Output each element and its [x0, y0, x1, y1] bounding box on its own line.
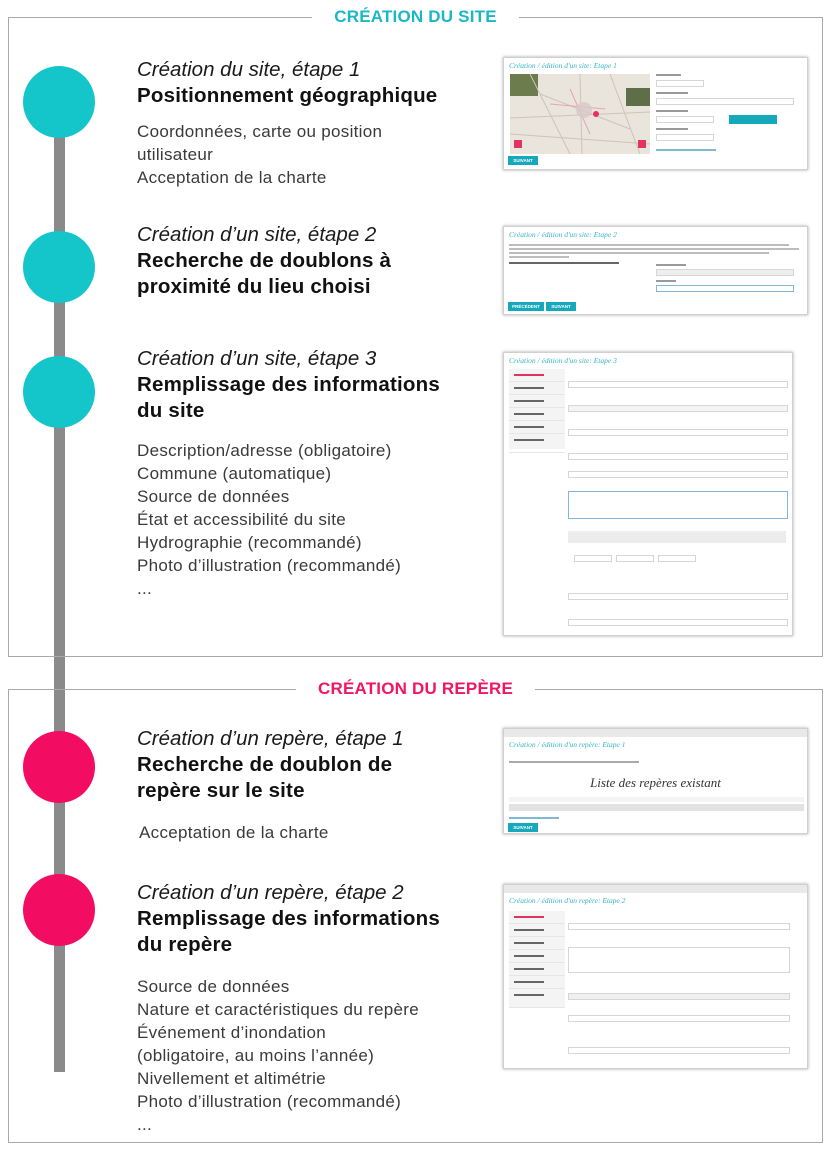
text-line [509, 244, 789, 246]
detail-item: Nivellement et altimétrie [137, 1069, 326, 1088]
step-3-subtitle: Création d’un site, étape 3 [137, 347, 377, 370]
screenshot-title: Création / édition d'un repère: Etape 1 [509, 740, 626, 749]
form-label [656, 128, 688, 130]
step-3 [137, 346, 497, 600]
nav-item[interactable] [509, 924, 565, 937]
detail-item: utilisateur [137, 145, 214, 164]
nav-item[interactable] [509, 434, 565, 453]
step-1-dot [23, 66, 95, 138]
form-field[interactable] [568, 1047, 790, 1054]
nav-item[interactable] [509, 369, 565, 382]
nav-item[interactable] [509, 963, 565, 976]
date-section [568, 531, 786, 543]
screenshot-title: Création / édition d'un site: Etape 1 [509, 61, 617, 70]
table-header [509, 797, 804, 802]
step-4-title-line: Recherche de doublon de [137, 753, 393, 776]
map-roads [510, 74, 650, 154]
form-label [656, 92, 688, 94]
top-bar [504, 885, 808, 893]
form-field [656, 98, 794, 105]
step-5-title-line: Remplissage des informations [137, 907, 440, 930]
table-row [509, 804, 804, 811]
nav-item[interactable] [509, 382, 565, 395]
text-line [509, 252, 769, 254]
comment-textarea[interactable] [568, 491, 788, 519]
detail-item: Hydrographie (recommandé) [137, 533, 362, 552]
form-field[interactable] [574, 555, 612, 562]
select-field[interactable] [656, 285, 794, 292]
detail-item: ... [137, 579, 153, 598]
section-site-title: CRÉATION DU SITE [312, 7, 519, 26]
step-3-dot [23, 356, 95, 428]
form-sidebar [509, 369, 565, 449]
nav-item[interactable] [509, 989, 565, 1008]
map-view [510, 74, 650, 154]
detail-item: Acceptation de la charte [139, 823, 329, 842]
section-repere-title: CRÉATION DU REPÈRE [296, 679, 535, 698]
step-3-title-line: du site [137, 399, 205, 422]
previous-button[interactable]: PRÉCÉDENT [508, 302, 544, 311]
detail-item: Description/adresse (obligatoire) [137, 441, 392, 460]
step-2-title-line: Recherche de doublons à [137, 249, 392, 272]
nav-item[interactable] [509, 395, 565, 408]
detail-item: Nature et caractéristiques du repère [137, 1000, 419, 1019]
form-field[interactable] [568, 619, 788, 626]
next-button[interactable]: SUIVANT [508, 823, 538, 832]
detail-item: Événement d’inondation [137, 1023, 327, 1042]
form-field [656, 80, 704, 87]
form-field[interactable] [568, 453, 788, 460]
nav-item[interactable] [509, 937, 565, 950]
step-5-title-line: du repère [137, 933, 233, 956]
form-field[interactable] [568, 471, 788, 478]
screenshot-title: Création / édition d'un repère: Etape 2 [509, 896, 626, 905]
step-1-title-line: Positionnement géographique [137, 84, 438, 107]
form-field[interactable] [568, 593, 788, 600]
detail-item: État et accessibilité du site [137, 510, 347, 529]
step-1 [137, 57, 497, 189]
form-field[interactable] [568, 923, 790, 930]
form-field[interactable] [568, 1015, 790, 1022]
detail-item: Acceptation de la charte [137, 168, 327, 187]
step-4-screenshot [503, 728, 808, 834]
step-2-subtitle: Création d’un site, étape 2 [137, 223, 377, 246]
screenshot-title: Création / édition d'un site: Etape 2 [509, 230, 617, 239]
nav-item[interactable] [509, 911, 565, 924]
detail-item: Source de données [137, 977, 290, 996]
screenshot-title: Création / édition d'un site: Etape 3 [509, 356, 617, 365]
comment-textarea[interactable] [568, 947, 790, 973]
step-3-details [137, 439, 497, 600]
form-label [656, 264, 686, 266]
form-field [656, 116, 714, 123]
step-1-details [137, 120, 497, 189]
step-5 [137, 880, 497, 1136]
form-field[interactable] [568, 429, 788, 436]
step-5-dot [23, 874, 95, 946]
detail-item: Photo d’illustration (recommandé) [137, 556, 402, 575]
top-bar [504, 729, 808, 737]
detail-item: Coordonnées, carte ou position [137, 122, 383, 141]
detail-item: ... [137, 1115, 153, 1134]
step-4-dot [23, 731, 95, 803]
form-field [656, 134, 714, 141]
step-2-dot [23, 231, 95, 303]
form-label [656, 280, 676, 282]
step-4-subtitle: Création d’un repère, étape 1 [137, 727, 404, 750]
detail-item: (obligatoire, au moins l’année) [137, 1046, 375, 1065]
step-3-screenshot [503, 352, 793, 636]
step-5-details [137, 975, 497, 1136]
step-2-screenshot [503, 226, 808, 315]
form-field[interactable] [658, 555, 696, 562]
step-1-subtitle: Création du site, étape 1 [137, 58, 361, 81]
text-line [509, 256, 569, 258]
step-2-title-line: proximité du lieu choisi [137, 275, 371, 298]
select-field[interactable] [656, 269, 794, 276]
form-field[interactable] [568, 405, 788, 412]
nav-item[interactable] [509, 976, 565, 989]
detail-item: Commune (automatique) [137, 464, 332, 483]
text-line [509, 248, 799, 250]
step-4-details [137, 821, 497, 844]
step-2 [137, 222, 497, 300]
form-field[interactable] [616, 555, 654, 562]
form-sidebar [509, 911, 565, 1007]
step-1-screenshot [503, 57, 808, 170]
charte-checkbox-label [656, 149, 716, 151]
next-button[interactable]: SUIVANT [546, 302, 576, 311]
step-3-title-line: Remplissage des informations [137, 373, 440, 396]
form-label [656, 74, 681, 76]
step-4 [137, 726, 497, 844]
nav-item[interactable] [509, 408, 565, 421]
text-line [509, 262, 619, 264]
next-button[interactable]: SUIVANT [508, 156, 538, 165]
form-field[interactable] [568, 993, 790, 1000]
form-label [656, 110, 688, 112]
text-line [509, 761, 639, 763]
step-4-title-line: repère sur le site [137, 779, 305, 802]
existing-markers-heading: Liste des repères existant [590, 775, 721, 790]
detail-item: Photo d’illustration (recommandé) [137, 1092, 402, 1111]
form-field[interactable] [568, 381, 788, 388]
detail-item: Source de données [137, 487, 290, 506]
nav-item[interactable] [509, 950, 565, 963]
step-5-screenshot [503, 884, 808, 1069]
nav-item[interactable] [509, 421, 565, 434]
ma-position-button[interactable] [729, 115, 777, 124]
charte-checkbox-label [509, 817, 559, 819]
step-5-subtitle: Création d’un repère, étape 2 [137, 881, 404, 904]
